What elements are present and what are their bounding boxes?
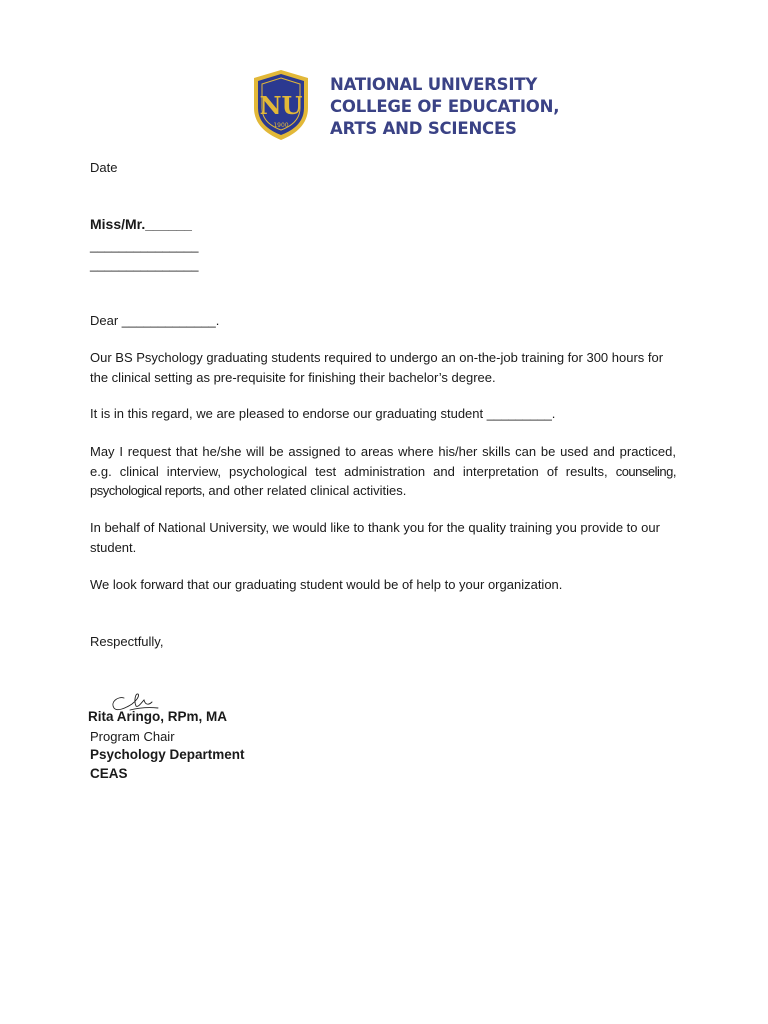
signatory-unit: CEAS: [90, 766, 128, 781]
paragraph-request-end: and other related clinical activities.: [204, 483, 407, 498]
paragraph-endorsement: It is in this regard, we are pleased to endorse our graduating student _________.: [90, 406, 556, 421]
salutation: Dear _____________.: [90, 313, 220, 328]
seal-monogram: NU: [259, 91, 303, 120]
signatory-name: Rita Aringo, RPm, MA: [88, 709, 228, 724]
addressee-line: Miss/Mr.______: [90, 216, 192, 232]
paragraph-ojt-requirement: Our BS Psychology graduating students required to undergo an on-the-job training for 300 hours for the clinical setting as pre-requisite for finishing their bachelor’s degree.: [90, 350, 664, 385]
letterhead-line-2: COLLEGE OF EDUCATION,: [330, 97, 560, 116]
paragraph-request: [90, 442, 676, 501]
complimentary-close: Respectfully,: [90, 634, 164, 649]
address-line-2: _______________: [90, 257, 199, 272]
letterhead-line-1: NATIONAL UNIVERSITY: [330, 75, 538, 94]
paragraph-thanks: In behalf of National University, we would like to thank you for the quality training you provide to our student.: [90, 520, 660, 555]
signatory-title: Program Chair: [90, 729, 175, 744]
address-line-1: _______________: [90, 238, 199, 253]
letterhead-title: [330, 74, 559, 140]
paragraph-request-main: May I request that he/she will be assigned to areas where his/her skills can be used and practiced, e.g. clinical interview, psychological test administration and interpretation of results,: [90, 444, 676, 479]
university-seal-icon: [250, 68, 312, 142]
letterhead: [250, 68, 560, 144]
seal-year: 1900: [273, 122, 289, 129]
paragraph-request-condensed: counseling, psychological reports,: [90, 463, 676, 498]
signatory-department: Psychology Department: [90, 747, 245, 762]
date-line: Date: [90, 160, 118, 175]
letterhead-line-3: ARTS AND SCIENCES: [330, 119, 517, 138]
paragraph-closing-remark: We look forward that our graduating student would be of help to your organization.: [90, 577, 563, 592]
